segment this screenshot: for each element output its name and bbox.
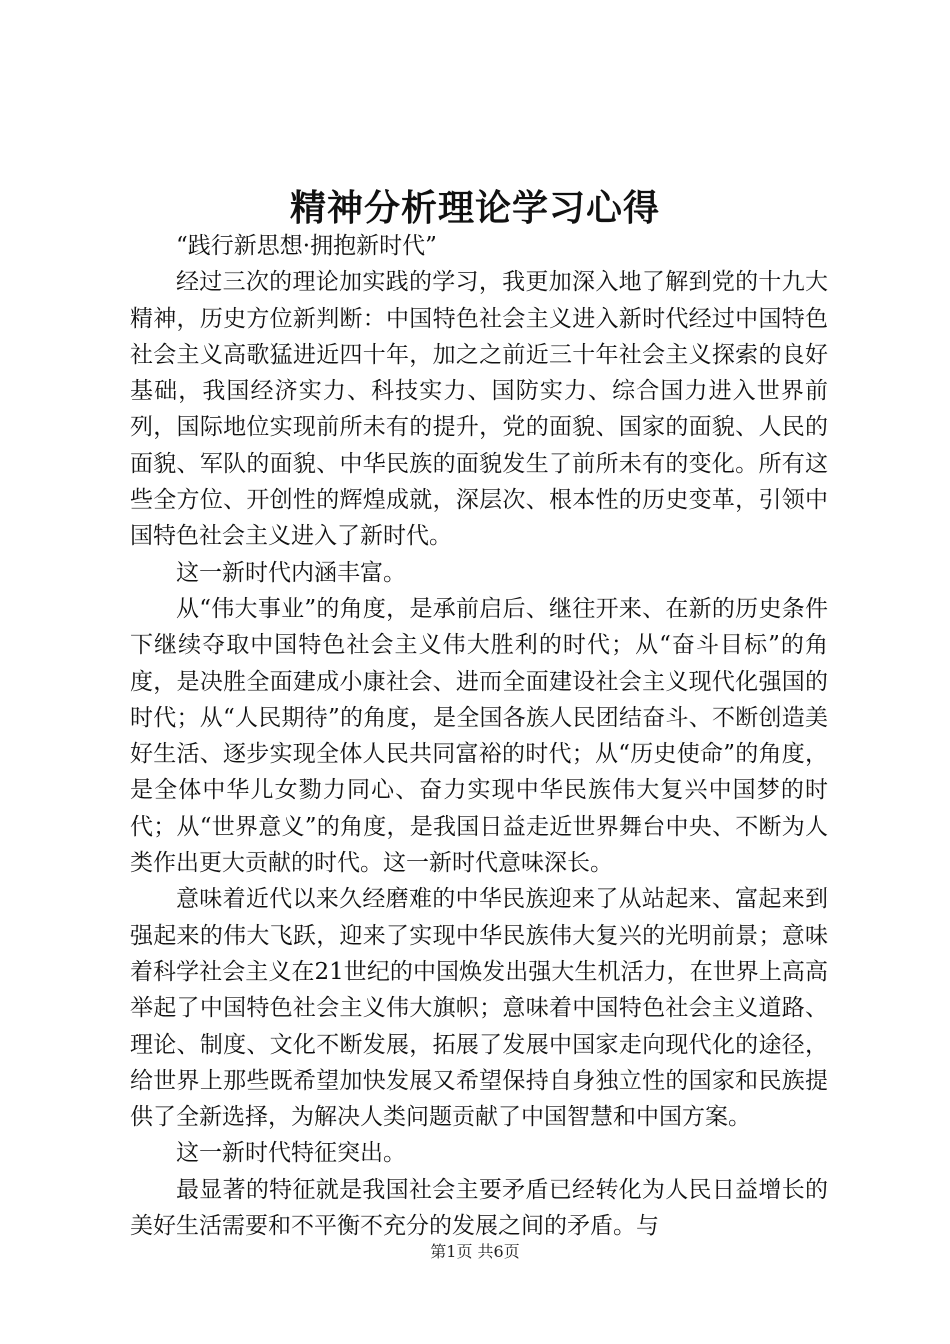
body-paragraph: 经过三次的理论加实践的学习，我更加深入地了解到党的十九大精神，历史方位新判断：中国特色社会主义进入新时代经过中国特色社会主义高歌猛进近四十年，加之之前近三十年社会主义探索的良好基础，我国经济实力、科技实力、国防实力、综合国力进入世界前列，国际地位实现前所未有的提升，党的面貌、国家的面貌、人民的面貌、军队的面貌、中华民族的面貌发生了前所未有的变化。所有这些全方位、开创性的辉煌成就，深层次、根本性的历史变革，引领中国特色社会主义进入了新时代。 bbox=[130, 269, 828, 550]
body-paragraph: 意味着近代以来久经磨难的中华民族迎来了从站起来、富起来到强起来的伟大飞跃，迎来了实现中华民族伟大复兴的光明前景；意味着科学社会主义在21世纪的中国焕发出强大生机活力，在世界上高高举起了中国特色社会主义伟大旗帜；意味着中国特色社会主义道路、理论、制度、文化不断发展，拓展了发展中国家走向现代化的途径，给世界上那些既希望加快发展又希望保持自身独立性的国家和民族提供了全新选择，为解决人类问题贡献了中国智慧和中国方案。 bbox=[130, 886, 828, 1131]
slogan-paragraph: “践行新思想·拥抱新时代” bbox=[176, 233, 437, 259]
page-number-footer: 第1页 共6页 bbox=[430, 1242, 520, 1261]
document-title: 精神分析理论学习心得 bbox=[289, 187, 660, 229]
body-paragraph: 这一新时代特征突出。 bbox=[176, 1140, 406, 1167]
body-paragraph: 这一新时代内涵丰富。 bbox=[176, 559, 406, 586]
document-body bbox=[130, 228, 828, 1244]
body-paragraph: 从“伟大事业”的角度，是承前启后、继往开来、在新的历史条件下继续夺取中国特色社会主义伟大胜利的时代；从“奋斗目标”的角度，是决胜全面建成小康社会、进而全面建设社会主义现代化强国的时代；从“人民期待”的角度，是全国各族人民团结奋斗、不断创造美好生活、逐步实现全体人民共同富裕的时代；从“历史使命”的角度，是全体中华儿女勠力同心、奋力实现中华民族伟大复兴中国梦的时代；从“世界意义”的角度，是我国日益走近世界舞台中央、不断为人类作出更大贡献的时代。这一新时代意味深长。 bbox=[130, 595, 828, 877]
body-paragraph: 最显著的特征就是我国社会主要矛盾已经转化为人民日益增长的美好生活需要和不平衡不充分的发展之间的矛盾。与 bbox=[130, 1176, 828, 1240]
